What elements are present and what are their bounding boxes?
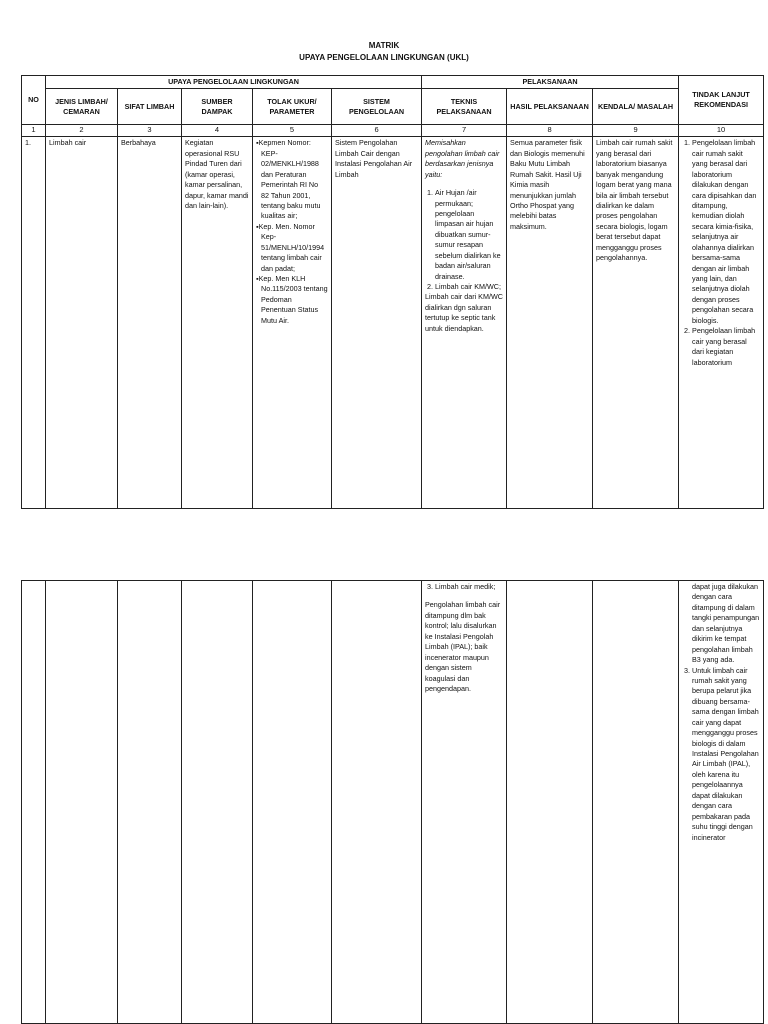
teknis-item: 2. Limbah cair KM/WC; [435, 282, 503, 292]
cell-teknis [422, 137, 507, 509]
header-group-pelaksanaan: PELAKSANAAN [422, 76, 679, 89]
tolak-ukur-item: ▪ Kep. Men KLH No.115/2003 tentang Pedoman Penentuan Status Mutu Air. [256, 274, 328, 326]
tindak-item: 3. Untuk limbah cair rumah sakit yang berupa pelarut jika dibuang bersama-sama dengan limbah cair yang dapat mengganggu proses biologis di dalam Instalasi Pengolahan Air Limbah (IPAL), oleh karena itu pengelolaannya dapat dilakukan dengan cara pembakaran pada suhu tinggi dengan incinerator [692, 666, 760, 843]
cell-hasil [507, 581, 593, 1024]
teknis-intro: Memisahkan pengolahan limbah cair berdasarkan jenisnya yaitu: [425, 138, 500, 179]
column-number: 10 [679, 125, 764, 137]
header-tindak-lanjut: TINDAK LANJUT REKOMENDASI [679, 76, 764, 125]
column-number: 2 [46, 125, 118, 137]
teknis-body: Pengolahan limbah cair ditampung dlm bak kontrol; lalu disalurkan ke Instalasi Pengolah Limbah (IPAL); baik incenerator maupun dengan sistem koagulasi dan pengendapan. [425, 600, 501, 693]
cell-sumber: Kegiatan operasional RSU Pindad Turen dari (kamar operasi, kamar persalinan, dapur, kamar mandi dan lain-lain). [182, 137, 253, 509]
tolak-ukur-item: ▪ Kep. Men. Nomor Kep-51/MENLH/10/1994 tentang limbah cair dan padat; [256, 222, 328, 274]
cell-jenis: Limbah cair [46, 137, 118, 509]
header-sumber: SUMBER DAMPAK [182, 89, 253, 125]
column-number: 8 [507, 125, 593, 137]
tindak-item: 2. Pengelolaan limbah cair yang berasal dari kegiatan laboratorium [692, 326, 760, 368]
cell-kendala: Limbah cair rumah sakit yang berasal dari laboratorium biasanya banyak mengandung logam berat yang mana bila air limbah tersebut dialirkan ke dalam proses pengolahan secara biologis, logam berat tersebut dapat mengganggu proses pengolahannya. [593, 137, 679, 509]
cell-sifat: Berbahaya [118, 137, 182, 509]
ukl-matrix-table-page2 [21, 580, 764, 1024]
column-number-row [22, 125, 764, 137]
cell-tolak-ukur [253, 137, 332, 509]
header-kendala: KENDALA/ MASALAH [593, 89, 679, 125]
column-number: 4 [182, 125, 253, 137]
column-number: 7 [422, 125, 507, 137]
header-no: NO [22, 76, 46, 125]
cell-sistem [332, 581, 422, 1024]
cell-kendala [593, 581, 679, 1024]
cell-tindak-lanjut [679, 581, 764, 1024]
document-subtitle: UPAYA PENGELOLAAN LINGKUNGAN (UKL) [299, 53, 469, 62]
cell-teknis [422, 581, 507, 1024]
header-jenis: JENIS LIMBAH/ CEMARAN [46, 89, 118, 125]
header-teknis: TEKNIS PELAKSANAAN [422, 89, 507, 125]
header-group-upaya: UPAYA PENGELOLAAN LINGKUNGAN [46, 76, 422, 89]
cell-no [22, 581, 46, 1024]
header-sistem: SISTEM PENGELOLAAN [332, 89, 422, 125]
teknis-followup: Limbah cair dari KM/WC dialirkan dgn saluran tertutup ke septic tank untuk diendapkan. [425, 292, 503, 333]
cell-hasil: Semua parameter fisik dan Biologis memenuhi Baku Mutu Limbah Rumah Sakit. Hasil Uji Kimia masih menunjukkan jumlah Ortho Phospat yang melebihi batas maksimum. [507, 137, 593, 509]
cell-sifat [118, 581, 182, 1024]
column-number: 3 [118, 125, 182, 137]
teknis-item: 3. Limbah cair medik; [435, 582, 503, 592]
column-number: 6 [332, 125, 422, 137]
teknis-item: 1. Air Hujan /air permukaan; pengelolaan limpasan air hujan dibuatkan sumur-sumur resapan sebelum dialirkan ke badan air/saluran drainase. [435, 188, 503, 282]
cell-tindak-lanjut [679, 137, 764, 509]
cell-no: 1. [22, 137, 46, 509]
table-row [22, 581, 764, 1024]
header-hasil: HASIL PELAKSANAAN [507, 89, 593, 125]
tindak-continuation: dapat juga dilakukan dengan cara ditampung di dalam tangki penampungan dan selanjutnya dikirim ke tempat pengolahan limbah B3 yang ada. [692, 582, 760, 665]
cell-jenis [46, 581, 118, 1024]
column-number: 5 [253, 125, 332, 137]
column-number: 9 [593, 125, 679, 137]
cell-sumber [182, 581, 253, 1024]
document-title: MATRIK [368, 41, 400, 50]
table-row [22, 137, 764, 509]
cell-sistem: Sistem Pengolahan Limbah Cair dengan Instalasi Pengolahan Air Limbah [332, 137, 422, 509]
cell-tolak-ukur [253, 581, 332, 1024]
header-tolak-ukur: TOLAK UKUR/ PARAMETER [253, 89, 332, 125]
tolak-ukur-item: ▪ Kepmen Nomor: KEP-02/MENKLH/1988 dan Peraturan Pemerintah RI No 82 Tahun 2001, tentang baku mutu kualitas air; [256, 138, 328, 222]
ukl-matrix-table-page1 [21, 75, 764, 509]
column-number: 1 [22, 125, 46, 137]
tindak-item: 1. Pengelolaan limbah cair rumah sakit yang berasal dari laboratorium dilakukan dengan cara dipisahkan dan ditampung, kemudian diolah secara kimia-fisika, selanjutnya air olahannya dialirkan bersama-sama dengan air limbah yang lain, dan selanjutnya diolah dengan proses pengolahan secara biologis. [692, 138, 760, 326]
header-sifat: SIFAT LIMBAH [118, 89, 182, 125]
